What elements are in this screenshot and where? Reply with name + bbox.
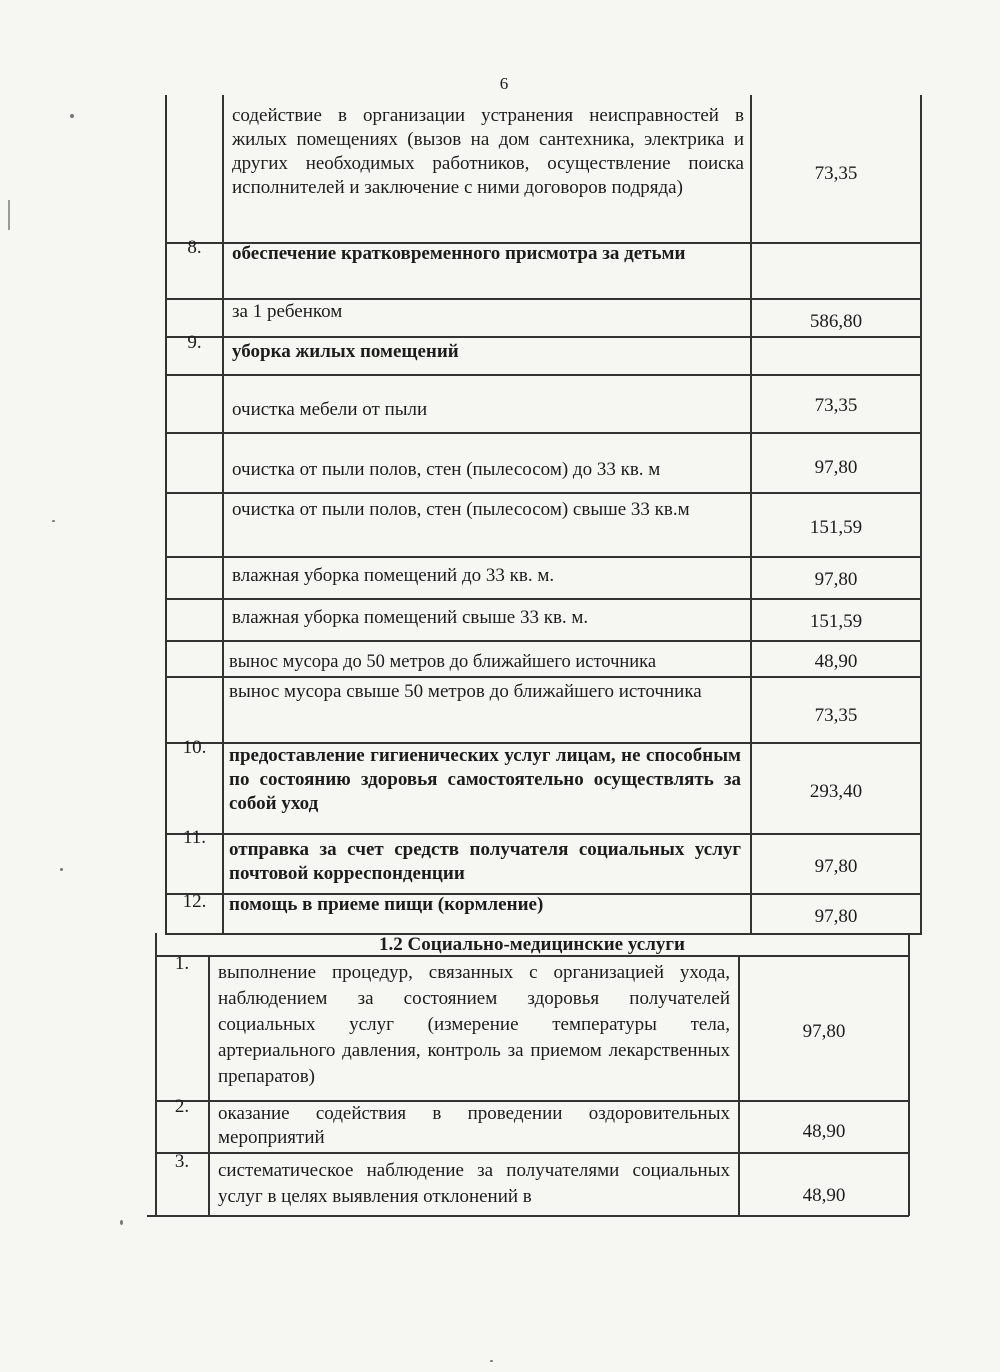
- service-text: очистка от пыли полов, стен (пылесосом) свыше 33 кв.м: [232, 499, 690, 520]
- service-price: 97,80: [814, 569, 858, 590]
- scan-speck: [490, 1360, 493, 1362]
- service-text: очистка мебели от пыли: [232, 399, 428, 420]
- row-number: 11.: [182, 827, 207, 848]
- service-price: 73,35: [814, 705, 858, 726]
- row-number: 2.: [174, 1096, 190, 1117]
- service-price: 151,59: [809, 611, 863, 632]
- service-text: помощь в приеме пищи (кормление): [229, 894, 544, 915]
- service-price: 48,90: [802, 1185, 846, 1206]
- service-text: за 1 ребенком: [232, 301, 343, 322]
- service-text: оказание содействия в проведении оздоровительных мероприятий: [218, 1103, 730, 1148]
- scan-speck: [52, 520, 55, 522]
- row-number: 8.: [187, 237, 202, 258]
- row-number: 9.: [187, 332, 202, 353]
- service-text: предоставление гигиенических услуг лицам, не способным по состоянию здоровья самостоятельно осуществлять за собой уход: [229, 745, 741, 814]
- service-text: обеспечение кратковременного присмотра за детьми: [232, 243, 686, 264]
- scan-speck: [120, 1220, 123, 1225]
- scan-speck: [60, 868, 63, 871]
- service-price: 48,90: [814, 651, 858, 672]
- service-text: влажная уборка помещений свыше 33 кв. м.: [232, 607, 589, 628]
- row-number: 1.: [174, 953, 190, 974]
- service-text: очистка от пыли полов, стен (пылесосом) до 33 кв. м: [232, 459, 661, 480]
- service-text: выполнение процедур, связанных с организацией ухода, наблюдением за состоянием здоровья получателей социальных услуг (измерение температуры тела, артериального давления, контроль за приемом лекарственных препаратов): [218, 962, 730, 1087]
- page-number: 6: [499, 74, 509, 93]
- service-text: вынос мусора до 50 метров до ближайшего источника: [229, 652, 657, 672]
- service-price: 48,90: [802, 1121, 846, 1142]
- scan-edge: [8, 200, 10, 230]
- service-price: 97,80: [814, 906, 858, 927]
- service-text: отправка за счет средств получателя социальных услуг почтовой корреспонденции: [229, 839, 741, 884]
- service-price: 151,59: [809, 517, 863, 538]
- service-price: 586,80: [809, 311, 863, 332]
- service-price: 97,80: [814, 457, 858, 478]
- row-number: 12.: [182, 891, 207, 912]
- service-price: 293,40: [809, 781, 863, 802]
- row-number: 3.: [174, 1151, 190, 1172]
- service-text: влажная уборка помещений до 33 кв. м.: [232, 565, 555, 586]
- service-text: уборка жилых помещений: [232, 341, 459, 362]
- section-title: 1.2 Социально-медицинские услуги: [379, 934, 685, 955]
- row-number: 10.: [182, 737, 207, 758]
- service-price: 97,80: [814, 856, 858, 877]
- service-price: 73,35: [814, 163, 858, 184]
- service-price: 97,80: [802, 1021, 846, 1042]
- scan-speck: [70, 114, 74, 118]
- service-text: систематическое наблюдение за получателями социальных услуг в целях выявления отклонений в: [218, 1160, 730, 1207]
- service-text: содействие в организации устранения неисправностей в жилых помещениях (вызов на дом сантехника, электрика и других необходимых работников, осуществление поиска исполнителей и заключение с ними договоров подряда): [232, 105, 744, 198]
- service-price: 73,35: [814, 395, 858, 416]
- service-text: вынос мусора свыше 50 метров до ближайшего источника: [229, 681, 702, 702]
